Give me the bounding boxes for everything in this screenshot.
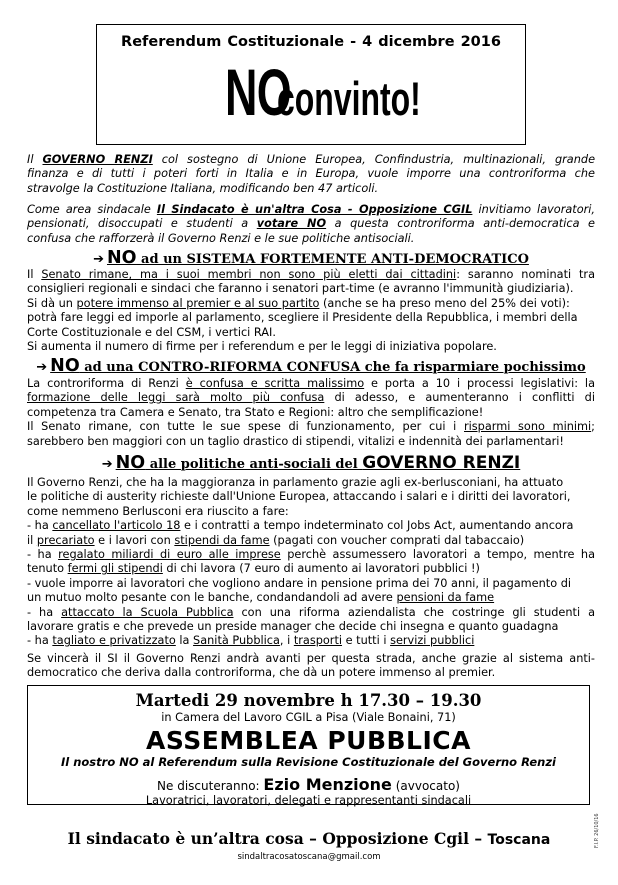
- event-speakers: Ne discuteranno: Ezio Menzione (avvocato): [157, 775, 460, 794]
- print-note: F.I.P. 26/10/16: [594, 813, 600, 848]
- event-participants: Lavoratrici, lavoratori, delegati e rappresentanti sindacali: [145, 794, 472, 807]
- header-box: [96, 24, 526, 145]
- speaker-name: Ezio Menzione: [263, 775, 392, 794]
- org-name-emphasis: Il Sindacato è un'altra Cosa - Opposizione CGIL: [156, 203, 473, 216]
- section-2-body: La controriforma di Renzi è confusa e scritta malissimo e porta a 10 i processi legislativi: la formazione delle leggi sarà molto più confusa di adesso, e aumenteranno i conflitti di competenza tra Camera e Senato, tra Stato e Regioni: altro che semplificazione! Il Senato rimane, con tutte le sue spese di funzionamento, per cui i risparmi sono minimi; sarebbero ben maggiori con un taglio drastico di stipendi, vitalizi e indennità dei parlamentari!: [27, 377, 595, 448]
- headline-no: NO: [224, 55, 291, 129]
- governo-renzi-emphasis: GOVERNO RENZI: [42, 153, 153, 166]
- footer-organization: Il sindacato è un’altra cosa – Opposizione Cgil – Toscana: [67, 829, 551, 848]
- intro-paragraph-1: Il GOVERNO RENZI col sostegno di Unione Europea, Confindustria, multinazionali, grande finanza e di tutti i poteri forti in Italia e in Europa, vuole imporre una controriforma che stravolge la Costituzione Italiana, modificando ben 47 articoli.: [27, 153, 596, 195]
- closing-paragraph: Se vincerà il SI il Governo Renzi andrà avanti per questa strada, anche grazie al sistema anti- democratico che deriva dalla controriforma, che dà un potere immenso al premier.: [27, 652, 595, 680]
- event-date: Martedi 29 novembre h 17.30 – 19.30: [135, 691, 482, 710]
- event-title: ASSEMBLEA PUBBLICA: [146, 726, 471, 755]
- arrow-icon: ➔: [101, 457, 113, 472]
- votare-no-emphasis: votare NO: [256, 217, 327, 231]
- arrow-icon: ➔: [93, 252, 104, 267]
- section-1-body: Il Senato rimane, ma i suoi membri non sono più eletti dai cittadini: saranno nominati tra consiglieri regionali e sindaci che faranno i senatori part-time (e avranno l'immunità giudiziaria). Si dà un potere immenso al premier e al suo partito (anche se ha preso meno del 25% dei voti): potrà fare leggi ed imporle al parlamento, scegliere il Presidente della Repubblica, i membri della Corte Costituzionale e del CSM, i vertici RAI. Si aumenta il numero di firme per i referendum e per le leggi di iniziativa popolare.: [27, 268, 595, 354]
- contact-email[interactable]: sindaltracosatoscana@gmail.com: [237, 852, 381, 862]
- section-3-body: Il Governo Renzi, che ha la maggioranza in parlamento grazie agli ex-berlusconiani, ha attuato le politiche di austerity richieste dall'Unione Europea, attaccando i salari e i diritti dei lavoratori, come nemmeno Berlusconi era riuscito a fare: - ha cancellato l'articolo 18 e i contratti a tempo indeterminato col Jobs Act, aumentando ancora il precariato e i lavori con stipendi da fame (pagati con voucher comprati dal tabaccaio) - ha regalato miliardi di euro alle imprese perchè assumessero lavoratori a tempo, mentre ha tenuto fermi gli stipendi di chi lavora (7 euro di aumento ai lavoratori pubblici !) - vuole imporre ai lavoratori che vogliono andare in pensione prima dei 70 anni, il pagamento di un mutuo molto pesante con le banche, condandandoli ad avere pensioni da fame - ha attaccato la Scuola Pubblica con una riforma aziendalista che costringe gli studenti a lavorare gratis e che prevede un preside manager che decide chi insegna e quanto guadagna - ha tagliato e privatizzato la Sanità Pubblica, i trasporti e tutti i servizi pubblici: [27, 476, 596, 648]
- event-subtitle: Il nostro NO al Referendum sulla Revisione Costituzionale del Governo Renzi: [61, 755, 556, 769]
- section-2-heading: ➔ NO ad una CONTRO-RIFORMA CONFUSA che fa risparmiare pochissimo: [36, 356, 586, 376]
- intro-paragraph-2: Come area sindacale Il Sindacato è un'altra Cosa - Opposizione CGIL invitiamo lavoratori, pensionati, disoccupati e studenti a votare NO a questa controriforma anti-democratica e confusa che rafforzerà il Governo Renzi e le sue politiche antisociali.: [27, 203, 596, 245]
- headline: [97, 52, 525, 151]
- headline-convinto: convinto!: [276, 72, 421, 125]
- referendum-date: Referendum Costituzionale - 4 dicembre 2016: [121, 34, 501, 50]
- event-place: in Camera del Lavoro CGIL a Pisa (Viale Bonaini, 71): [161, 711, 456, 724]
- section-1-heading: ➔ NO ad un SISTEMA FORTEMENTE ANTI-DEMOCRATICO: [93, 248, 529, 268]
- section-3-heading: ➔ NO alle politiche anti-sociali del GOVERNO RENZI: [101, 453, 521, 473]
- event-box: [27, 685, 590, 805]
- arrow-icon: ➔: [36, 360, 48, 375]
